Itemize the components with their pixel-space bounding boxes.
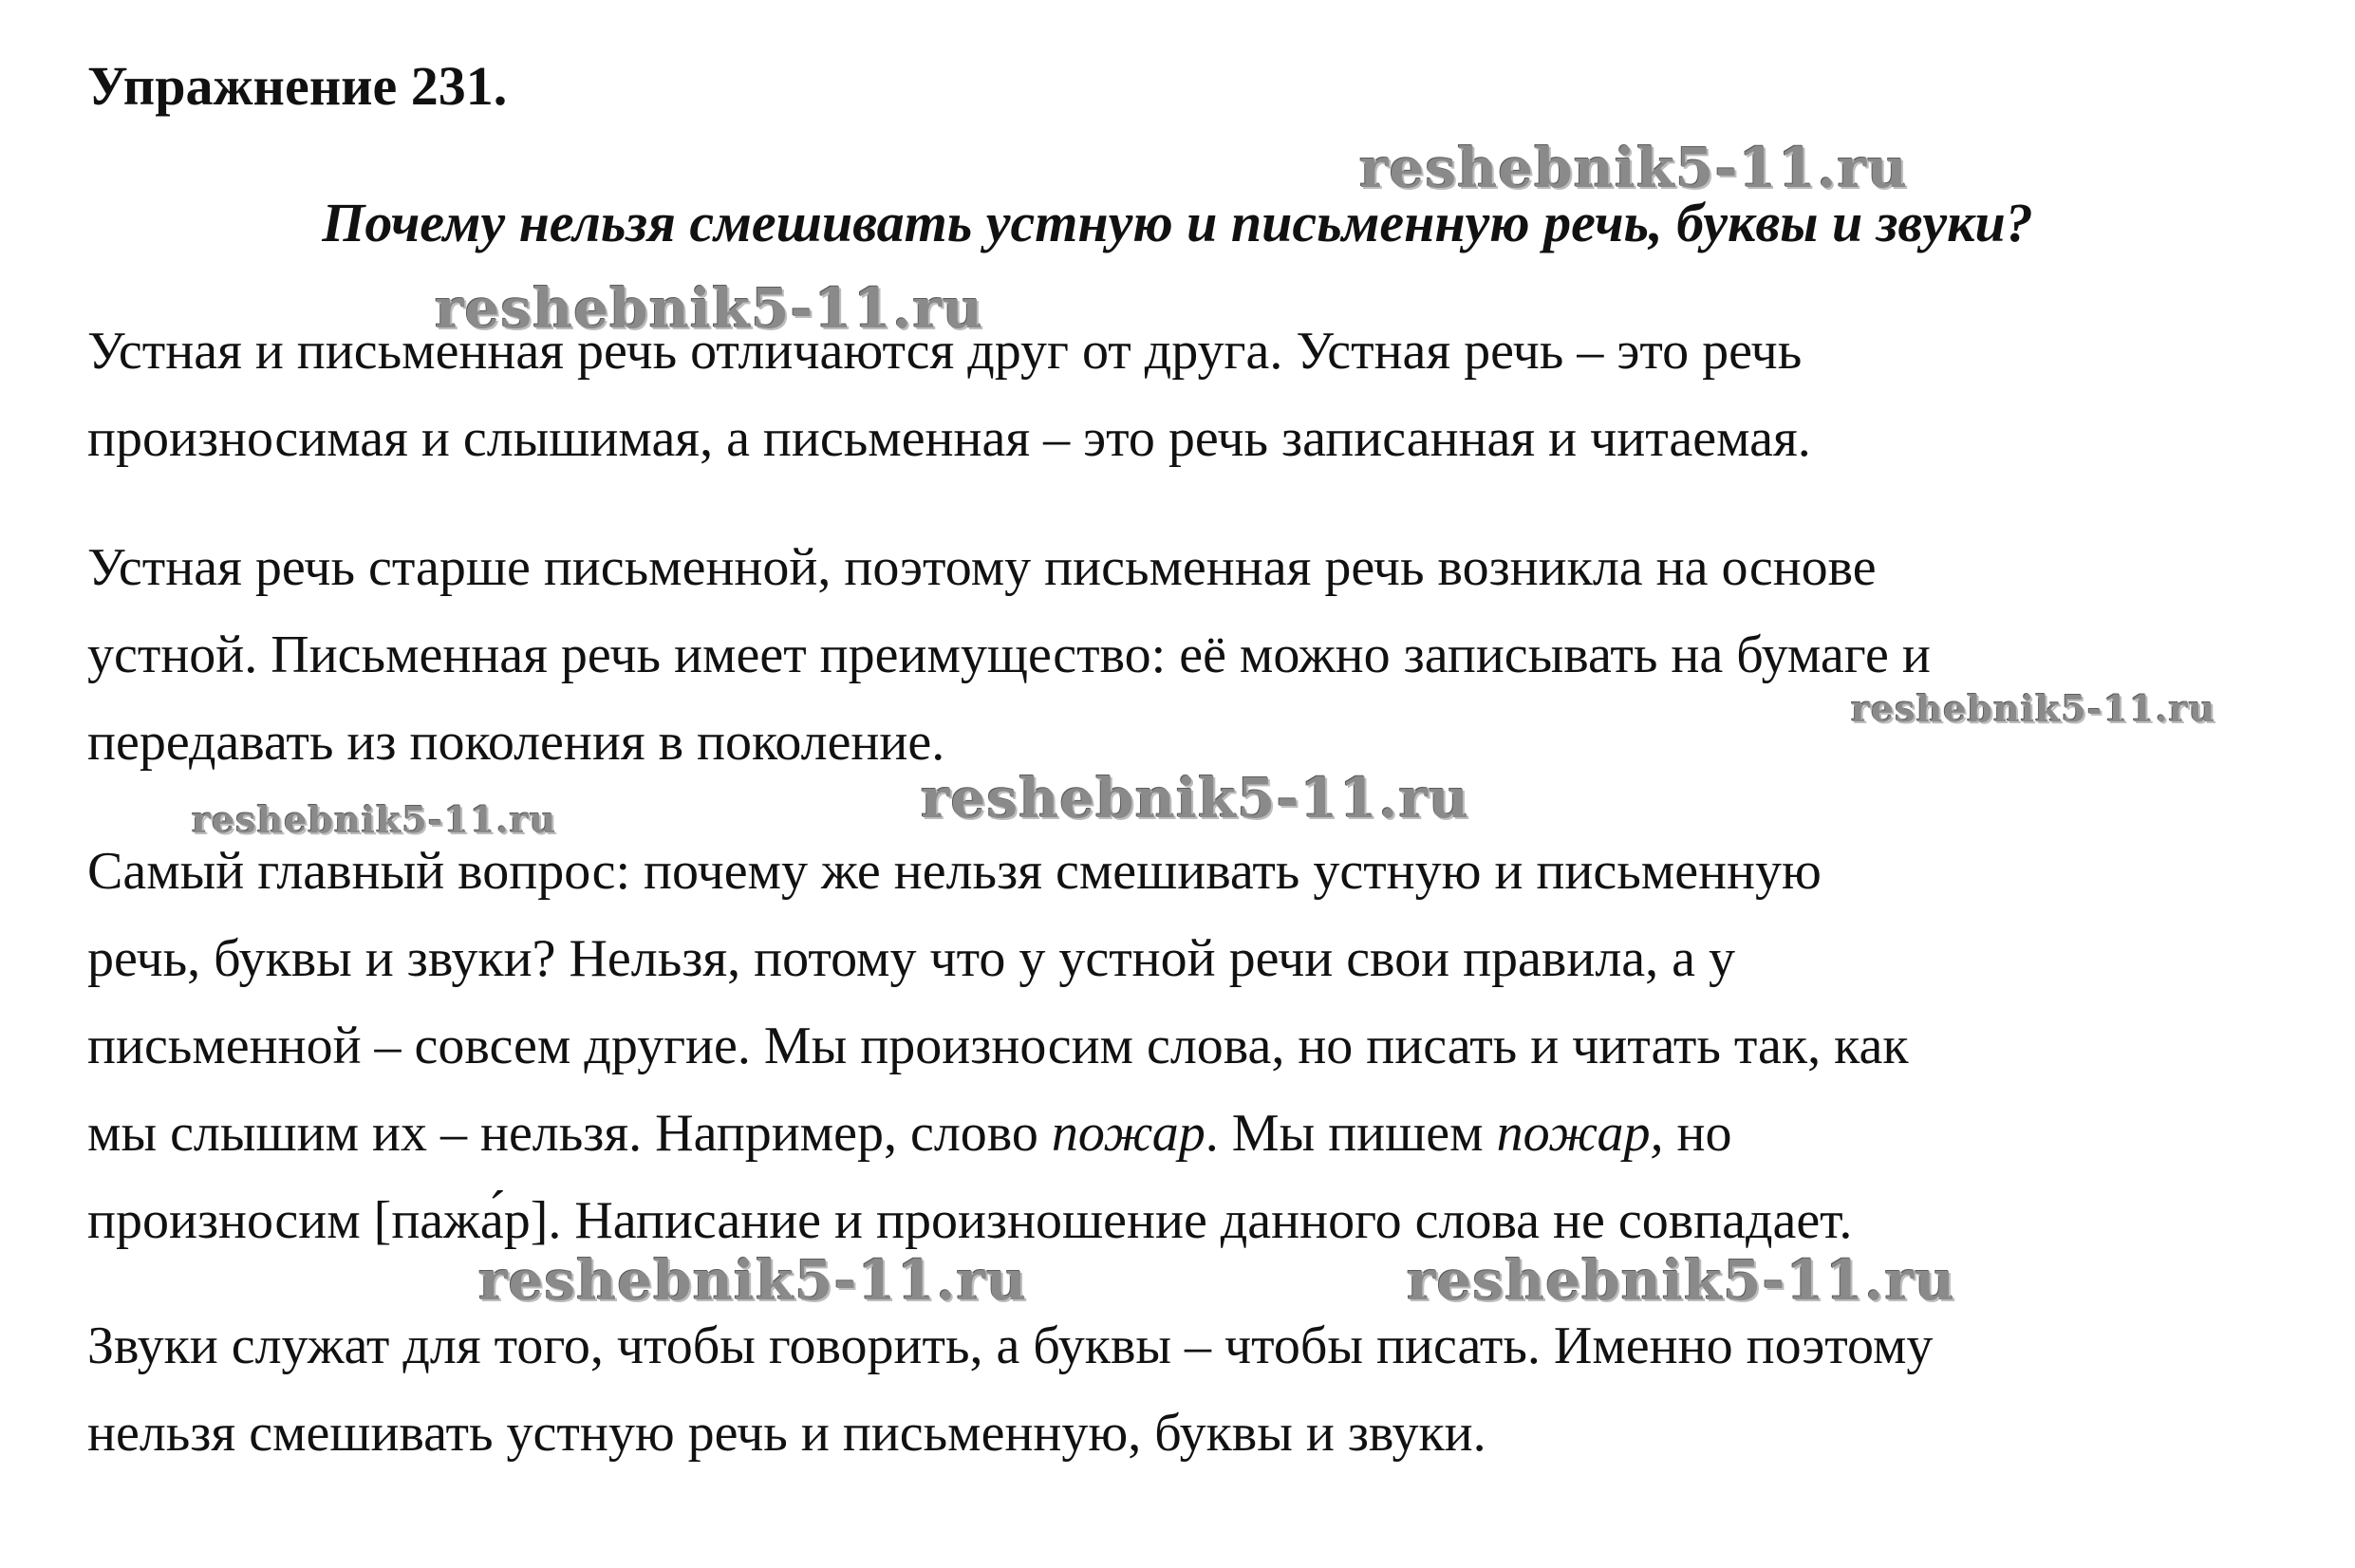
paragraph-line: нельзя смешивать устную речь и письменную, буквы и звуки. [87, 1404, 1486, 1463]
example-word: пожар, [1496, 1104, 1664, 1163]
example-word: пожар [1051, 1104, 1206, 1163]
watermark: reshebnik5-11.ru [478, 1248, 1028, 1313]
paragraph-line: Звуки служат для того, чтобы говорить, а буквы – чтобы писать. Именно поэтому [87, 1316, 1934, 1375]
exercise-heading: Упражнение 231. [87, 55, 508, 117]
paragraph-line: устной. Письменная речь имеет преимущество: её можно записывать на бумаге и [87, 625, 1931, 684]
watermark: reshebnik5-11.ru [192, 798, 557, 841]
watermark: reshebnik5-11.ru [1359, 136, 1909, 200]
paragraph-line: письменной – совсем другие. Мы произносим слова, но писать и читать так, как [87, 1017, 1909, 1075]
paragraph-4 [87, 1302, 2327, 1477]
paragraph-line: Устная речь старше письменной, поэтому письменная речь возникла на основе [87, 538, 1877, 597]
paragraph-line: передавать из поколения в поколение. [87, 713, 945, 772]
text-segment: но [1663, 1104, 1732, 1163]
watermark: reshebnik5-11.ru [1407, 1248, 1956, 1313]
watermark: reshebnik5-11.ru [921, 766, 1470, 831]
paragraph-3 [87, 828, 2327, 1264]
paragraph-line: Самый главный вопрос: почему же нельзя смешивать устную и письменную [87, 842, 1822, 901]
paragraph-line: Устная и письменная речь отличаются друг от друга. Устная речь – это речь [87, 322, 1803, 381]
watermark: reshebnik5-11.ru [435, 276, 984, 341]
paragraph-line: произносимая и слышимая, а письменная – это речь записанная и читаемая. [87, 409, 1811, 468]
watermark: reshebnik5-11.ru [1851, 687, 2216, 730]
text-segment: мы слышим их – нельзя. Например, слово [87, 1104, 1052, 1163]
paragraph-1 [87, 308, 2327, 482]
text-segment: . Мы пишем [1205, 1104, 1497, 1163]
paragraph-line: речь, буквы и звуки? Нельзя, потому что у устной речи свои правила, а у [87, 929, 1735, 988]
exercise-question: Почему нельзя смешивать устную и письменную речь, буквы и звуки? [322, 192, 2033, 253]
paragraph-line [87, 1090, 2327, 1177]
paragraph-2 [87, 524, 2327, 786]
paragraph-line: произносим [пажа́р]. Написание и произношение данного слова не совпадает. [87, 1191, 1853, 1250]
